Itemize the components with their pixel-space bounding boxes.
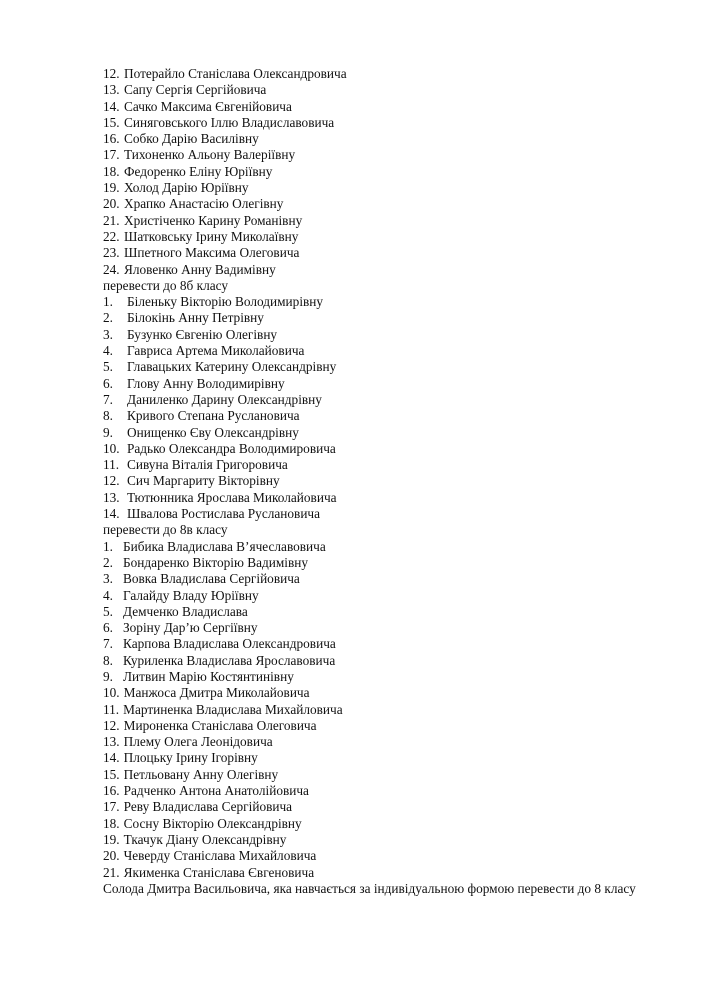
list-item-number: 10. [103, 440, 120, 456]
list-item [103, 294, 663, 310]
list-item [103, 310, 663, 326]
student-name: Тютюнника Ярослава Миколайовича [127, 489, 337, 505]
student-name: Куриленка Владислава Ярославовича [123, 652, 336, 668]
student-name: Литвин Марію Костянтинівну [123, 668, 294, 684]
list-item [103, 702, 663, 718]
list-item [103, 571, 663, 587]
list-item-number: 12. [103, 66, 120, 81]
individual-form-note: Солода Дмитра Васильовича, яка навчається за індивідуальною формою перевести до 8 класу [103, 880, 636, 896]
student-name: Реву Владислава Сергійовича [123, 799, 293, 815]
list-item [103, 262, 663, 278]
list-item-number: 17. [103, 147, 120, 163]
list-item-number: 18. [103, 163, 120, 179]
heading-transfer-8b: перевести до 8б класу [103, 277, 229, 293]
student-name: Вовка Владислава Сергійовича [123, 571, 300, 587]
list-item [103, 734, 663, 750]
list-item-number: 2. [103, 554, 113, 570]
student-name: Тихоненко Альону Валеріївну [124, 147, 296, 163]
student-list-8b [103, 294, 663, 522]
list-item-number: 14. [103, 750, 120, 766]
student-name: Якименка Станіслава Євгеновича [123, 864, 315, 880]
list-item-number: 13. [103, 489, 120, 505]
list-item-number: 9. [103, 668, 113, 684]
list-item [103, 653, 663, 669]
student-name: Христіченко Карину Романівну [124, 212, 303, 228]
list-item [103, 441, 663, 457]
list-item [103, 604, 663, 620]
list-item-number: 14. [103, 98, 120, 114]
student-name: Потерайло Станіслава Олександровича [124, 66, 347, 81]
student-name: Шпетного Максима Олеговича [124, 245, 300, 261]
list-item [103, 588, 663, 604]
student-name: Сосну Вікторію Олександрівну [123, 815, 302, 831]
list-item-number: 7. [103, 391, 113, 407]
student-name: Даниленко Дарину Олександрівну [127, 391, 322, 407]
student-name: Біленьку Вікторію Володимирівну [127, 294, 324, 310]
list-item [103, 620, 663, 636]
student-list-8v [103, 539, 663, 881]
list-item [103, 832, 663, 848]
list-item-number: 22. [103, 228, 120, 244]
list-item-number: 8. [103, 652, 113, 668]
list-item [103, 636, 663, 652]
document-body [103, 66, 663, 897]
list-item [103, 245, 663, 261]
list-item [103, 750, 663, 766]
list-item [103, 131, 663, 147]
student-name: Глову Анну Володимирівну [127, 375, 285, 391]
list-item-number: 23. [103, 245, 120, 261]
list-item-number: 3. [103, 326, 113, 342]
list-item-number: 9. [103, 424, 113, 440]
student-name: Онищенко Єву Олександрівну [127, 424, 299, 440]
list-item-number: 21. [103, 864, 120, 880]
list-item-number: 1. [103, 294, 113, 310]
list-item [103, 213, 663, 229]
list-item-number: 13. [103, 82, 120, 98]
student-name: Кривого Степана Руслановича [127, 408, 300, 424]
student-name: Собко Дарію Василівну [124, 131, 259, 147]
list-item-number: 14. [103, 506, 120, 522]
list-item [103, 343, 663, 359]
student-name: Бибика Владислава В’ячеславовича [123, 538, 326, 554]
student-name: Плему Олега Леонідовича [123, 734, 273, 750]
list-item-number: 11. [103, 457, 120, 473]
list-item-number: 19. [103, 831, 120, 847]
list-item-number: 15. [103, 766, 120, 782]
list-item [103, 229, 663, 245]
list-item-number: 7. [103, 636, 113, 652]
list-item-number: 4. [103, 343, 113, 359]
list-item-number: 12. [103, 717, 120, 733]
student-name: Петльовану Анну Олегівну [123, 766, 279, 782]
list-item [103, 392, 663, 408]
student-name: Радченко Антона Анатолійовича [123, 783, 309, 799]
list-item [103, 66, 663, 82]
list-item-number: 20. [103, 848, 120, 864]
list-item [103, 115, 663, 131]
list-item-number: 15. [103, 114, 120, 130]
list-item [103, 490, 663, 506]
student-name: Синяговського Іллю Владиславовича [124, 114, 335, 130]
student-list-continued [103, 66, 663, 278]
list-item-number: 5. [103, 603, 113, 619]
list-item [103, 669, 663, 685]
list-item [103, 555, 663, 571]
student-name: Мироненка Станіслава Олеговича [123, 717, 317, 733]
list-item [103, 685, 663, 701]
student-name: Плоцьку Ірину Ігорівну [123, 750, 258, 766]
student-name: Храпко Анастасію Олегівну [124, 196, 284, 212]
list-item [103, 718, 663, 734]
list-item [103, 816, 663, 832]
student-name: Гавриса Артема Миколайовича [127, 343, 305, 359]
student-name: Яловенко Анну Вадимівну [124, 261, 276, 277]
list-item [103, 180, 663, 196]
student-name: Бузунко Євгенію Олегівну [127, 326, 278, 342]
student-name: Холод Дарію Юріївну [124, 180, 249, 196]
list-item [103, 425, 663, 441]
student-name: Карпова Владислава Олександровича [123, 636, 336, 652]
list-item [103, 359, 663, 375]
list-item-number: 17. [103, 799, 120, 815]
list-item [103, 376, 663, 392]
list-item [103, 408, 663, 424]
student-name: Ткачук Діану Олександрівну [123, 831, 287, 847]
list-item [103, 473, 663, 489]
list-item [103, 506, 663, 522]
list-item-number: 20. [103, 196, 120, 212]
list-item-number: 12. [103, 473, 120, 489]
list-item [103, 196, 663, 212]
list-item-number: 16. [103, 783, 120, 799]
student-name: Демченко Владислава [123, 603, 248, 619]
student-name: Бондаренко Вікторію Вадимівну [123, 554, 309, 570]
list-item-number: 18. [103, 815, 120, 831]
list-item [103, 767, 663, 783]
list-item [103, 457, 663, 473]
list-item [103, 327, 663, 343]
student-name: Федоренко Еліну Юріївну [124, 163, 273, 179]
list-item [103, 799, 663, 815]
student-name: Зоріну Дар’ю Сергіївну [123, 620, 258, 636]
heading-transfer-8v: перевести до 8в класу [103, 522, 228, 538]
student-name: Сачко Максима Євгенійовича [124, 98, 292, 114]
student-name: Білокінь Анну Петрівну [127, 310, 264, 326]
list-item-number: 6. [103, 375, 113, 391]
list-item [103, 147, 663, 163]
list-item [103, 848, 663, 864]
list-item-number: 16. [103, 131, 120, 147]
list-item-number: 8. [103, 408, 113, 424]
list-item [103, 99, 663, 115]
list-item [103, 164, 663, 180]
list-item-number: 21. [103, 212, 120, 228]
student-name: Мартиненка Владислава Михайловича [123, 701, 343, 717]
student-name: Шатковську Ірину Миколаївну [124, 228, 299, 244]
list-item-number: 1. [103, 538, 113, 554]
list-item-number: 19. [103, 180, 120, 196]
list-item-number: 10. [103, 685, 120, 701]
student-name: Швалова Ростислава Руслановича [127, 506, 321, 522]
student-name: Галайду Владу Юріївну [123, 587, 259, 603]
list-item-number: 4. [103, 587, 113, 603]
student-name: Сич Маргариту Вікторівну [127, 473, 280, 489]
list-item-number: 24. [103, 261, 120, 277]
list-item [103, 82, 663, 98]
list-item-number: 2. [103, 310, 113, 326]
student-name: Радько Олександра Володимировича [127, 440, 336, 456]
student-name: Главацьких Катерину Олександрівну [127, 359, 337, 375]
student-name: Манжоса Дмитра Миколайовича [123, 685, 310, 701]
student-name: Чеверду Станіслава Михайловича [123, 848, 317, 864]
list-item [103, 539, 663, 555]
list-item [103, 783, 663, 799]
list-item-number: 5. [103, 359, 113, 375]
student-name: Сапу Сергія Сергійовича [124, 82, 267, 98]
list-item [103, 865, 663, 881]
student-name: Сивуна Віталія Григоровича [127, 457, 288, 473]
list-item-number: 3. [103, 571, 113, 587]
list-item-number: 6. [103, 620, 113, 636]
list-item-number: 13. [103, 734, 120, 750]
list-item-number: 11. [103, 701, 120, 717]
